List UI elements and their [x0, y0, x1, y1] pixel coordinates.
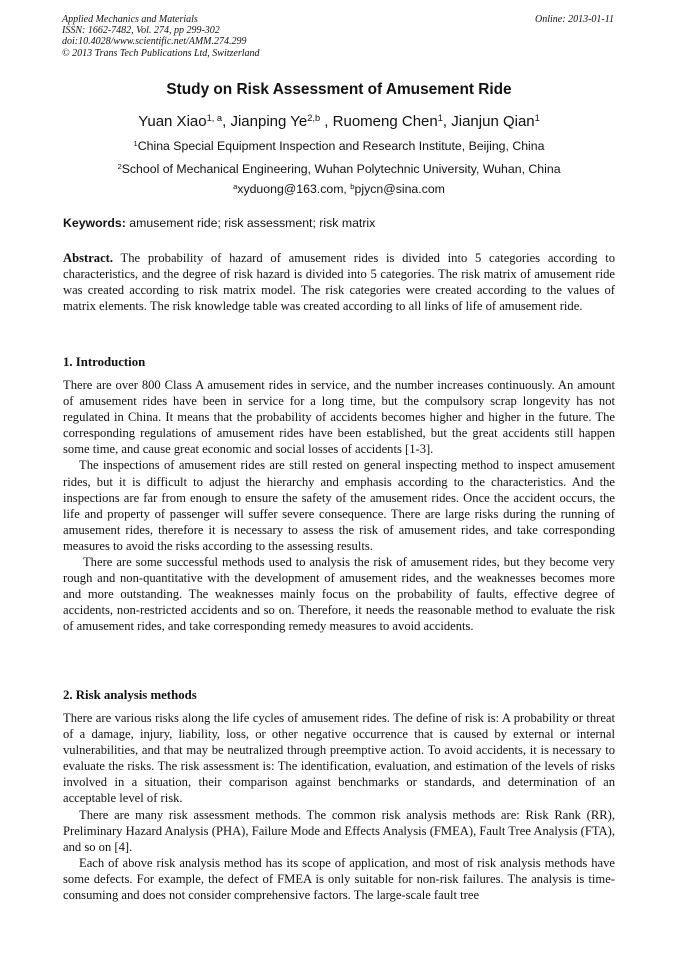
paper-title: Study on Risk Assessment of Amusement Ride — [166, 81, 512, 98]
email-line — [0, 182, 678, 196]
email-b: pjycn@sina.com — [354, 182, 445, 196]
section-heading: 1. Introduction — [63, 355, 146, 369]
affiliation-superscript: 2 — [117, 161, 122, 171]
journal-name: Applied Mechanics and Materials — [62, 14, 198, 25]
paragraph: There are various risks along the life cycles of amusement rides. The define of risk is: A probability or threat of a damage, injury, liability, loss, or other negative occurrence that is caused by external or internal vulnerabilities, and that may be neutralized through preemptive action. To avoid accidents, it is necessary to evaluate the risks. The risk assessment is: The identification, evaluation, and estimation of the levels of risks involved in a situation, their comparison against benchmarks or standards, and determination of an acceptable level of risk. — [63, 711, 615, 806]
author-separator: , — [222, 113, 231, 130]
author-list — [0, 113, 678, 130]
affiliation-superscript: 1 — [133, 138, 138, 148]
author-superscript: 1 — [534, 112, 540, 123]
copyright-line: © 2013 Trans Tech Publications Ltd, Switzerland — [62, 47, 260, 59]
affiliation-text: School of Mechanical Engineering, Wuhan Polytechnic University, Wuhan, China — [121, 162, 561, 176]
affiliation-2 — [0, 162, 678, 176]
email-superscript: a — [233, 181, 238, 191]
affiliation-text: China Special Equipment Inspection and Research Institute, Beijing, China — [137, 139, 545, 153]
author-superscript: 1, a — [206, 112, 223, 123]
abstract-text: The probability of hazard of amusement rides is divided into 5 categories according to characteristics, and the degree of risk hazard is divided into 5 categories. The risk matrix of amusement ride was created according to risk matrix model. The risk categories were created according to the values of matrix elements. The risk knowledge table was created according to all links of life of amusement ride. — [63, 251, 616, 314]
author-separator: , — [442, 113, 452, 130]
doi-line: doi:10.4028/www.scientific.net/AMM.274.299 — [62, 36, 247, 48]
online-date: Online: 2013-01-11 — [535, 14, 614, 25]
keywords-line — [63, 216, 375, 230]
issn-line: ISSN: 1662-7482, Vol. 274, pp 299-302 — [62, 25, 220, 37]
keywords-label: Keywords: — [63, 216, 126, 230]
journal-info — [62, 14, 260, 59]
email-a: xyduong@163.com, — [237, 182, 351, 196]
email-superscript: b — [350, 181, 355, 191]
keywords-text: amusement ride; risk assessment; risk matrix — [129, 216, 376, 230]
section-1-body — [63, 377, 619, 635]
author-name: Ruomeng Chen — [332, 113, 438, 130]
paragraph: There are many risk assessment methods. The common risk analysis methods are: Risk Rank (RR), Preliminary Hazard Analysis (PHA), Failure Mode and Effects Analysis (FMEA), Fault Tree Analysis (FTA), and so on [4]. — [63, 807, 615, 854]
paragraph: Each of above risk analysis method has its scope of application, and most of risk analysis methods have some defects. For example, the defect of FMEA is only suitable for non-risk failures. The analysis is time-consuming and does not consider comprehensive factors. The large-scale fault tree — [63, 855, 615, 903]
paragraph: There are over 800 Class A amusement rides in service, and the number increases continuously. An amount of amusement rides have been in service for a long time, but the compulsory scrap longevity has not regulated in China. It means that the probability of accidents becomes higher and higher in the future. The corresponding regulations of amusement rides have been established, but the great accidents still happen some time, and cause great economic and social losses of accidents [1-3]. — [63, 378, 615, 457]
section-2-body — [63, 710, 615, 903]
affiliation-1 — [0, 139, 678, 153]
abstract-label: Abstract. — [63, 251, 114, 265]
author-superscript: 2,b — [307, 112, 321, 123]
author-superscript: 1 — [437, 112, 443, 123]
author-name: Jianping Ye — [230, 113, 308, 130]
author-name: Jianjun Qian — [451, 113, 535, 130]
paragraph: There are some successful methods used to analysis the risk of amusement rides, but they become very rough and non-quantitative with the development of amusement rides, and the weaknesses becomes more and more outstanding. The weaknesses mainly focus on the probability of faults, effective degree of accidents, non-restricted accidents and so on. Therefore, it needs the reasonable method to evaluate the risk of amusement rides, and take corresponding remedy measures to avoid accidents. — [63, 555, 619, 634]
author-name: Yuan Xiao — [138, 113, 207, 130]
abstract-section — [63, 250, 615, 314]
author-separator: , — [320, 113, 333, 130]
section-heading: 2. Risk analysis methods — [63, 688, 197, 702]
paragraph: The inspections of amusement rides are still rested on general inspecting method to inspect amusement rides, but it is difficult to adjust the hierarchy and emphasis according to the characteristics. And the inspections are far from enough to ensure the safety of the amusement rides. Once the accident occurs, the life and property of passenger will suffer severe consequence. There are large risks during the running of amusement rides, therefore it is necessary to assess the risk of amusement rides, and take corresponding measures to avoid the risks according to the assessing results. — [63, 458, 615, 553]
